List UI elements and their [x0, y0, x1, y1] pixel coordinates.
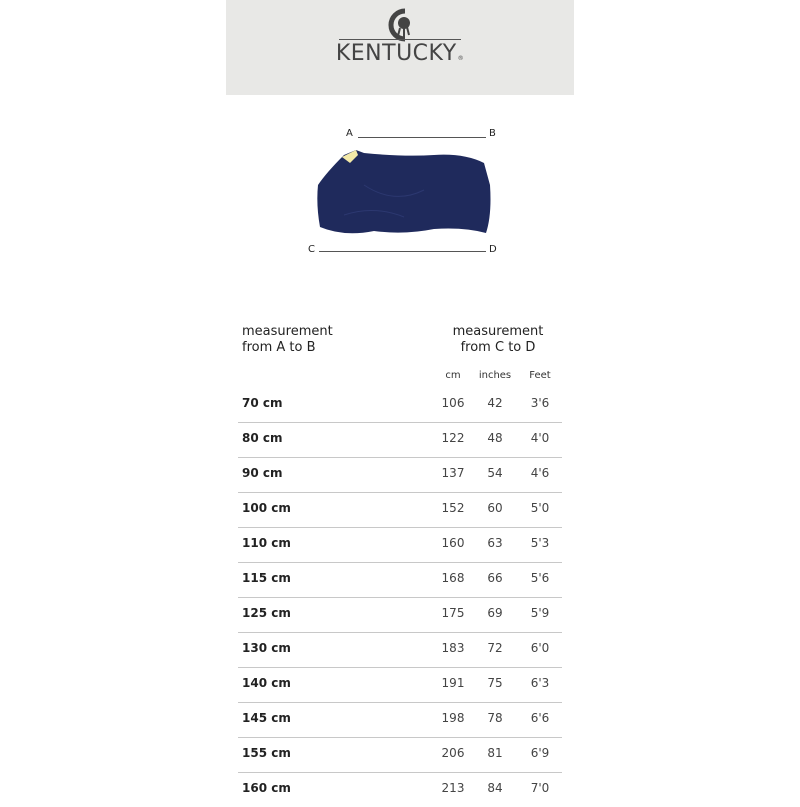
cd-feet: 5'9	[530, 606, 550, 620]
cd-cm: 198	[441, 711, 465, 725]
cd-cm: 122	[441, 431, 465, 445]
ab-size: 155 cm	[242, 746, 291, 760]
cd-feet: 6'9	[530, 746, 550, 760]
table-row	[238, 493, 562, 528]
ab-size: 115 cm	[242, 571, 291, 585]
cd-cm: 106	[441, 396, 465, 410]
cd-cm: 206	[441, 746, 465, 760]
table-row	[238, 528, 562, 563]
ab-size: 140 cm	[242, 676, 291, 690]
ab-size: 130 cm	[242, 641, 291, 655]
cd-feet: 4'6	[530, 466, 550, 480]
table-row	[238, 773, 562, 807]
unit-feet-header: Feet	[529, 370, 551, 381]
cd-feet: 3'6	[530, 396, 550, 410]
cd-feet: 5'6	[530, 571, 550, 585]
cd-inches: 42	[487, 396, 503, 410]
cd-inches: 84	[487, 781, 503, 795]
kentucky-horse-logo-icon	[383, 8, 417, 42]
cd-feet: 5'0	[530, 501, 550, 515]
logo-rule	[339, 39, 461, 40]
point-b-label: B	[489, 128, 496, 139]
ab-size: 125 cm	[242, 606, 291, 620]
unit-inches-header: inches	[478, 370, 512, 381]
point-c-label: C	[308, 244, 315, 255]
ab-size: 100 cm	[242, 501, 291, 515]
left-column-header: measurement from A to B	[242, 324, 333, 355]
ab-size: 80 cm	[242, 431, 283, 445]
rug-measurement-diagram	[300, 120, 510, 260]
cd-inches: 78	[487, 711, 503, 725]
ab-size: 110 cm	[242, 536, 291, 550]
ab-size: 160 cm	[242, 781, 291, 795]
point-a-label: A	[346, 128, 353, 139]
table-row	[238, 598, 562, 633]
cd-cm: 160	[441, 536, 465, 550]
table-row	[238, 703, 562, 738]
cd-cm: 152	[441, 501, 465, 515]
cd-cm: 213	[441, 781, 465, 795]
cd-inches: 66	[487, 571, 503, 585]
brand-name: KENTUCKY®	[335, 41, 465, 66]
table-row	[238, 423, 562, 458]
ab-size: 90 cm	[242, 466, 283, 480]
cd-cm: 183	[441, 641, 465, 655]
cd-inches: 60	[487, 501, 503, 515]
cd-inches: 72	[487, 641, 503, 655]
table-row	[238, 388, 562, 423]
cd-feet: 5'3	[530, 536, 550, 550]
a-to-b-line	[358, 137, 486, 138]
cd-feet: 6'6	[530, 711, 550, 725]
cd-inches: 75	[487, 676, 503, 690]
ab-size: 70 cm	[242, 396, 283, 410]
cd-feet: 6'3	[530, 676, 550, 690]
table-row	[238, 738, 562, 773]
cd-cm: 175	[441, 606, 465, 620]
table-row	[238, 668, 562, 703]
c-to-d-line	[319, 251, 486, 252]
horse-rug-icon	[314, 145, 494, 240]
point-d-label: D	[489, 244, 497, 255]
cd-cm: 168	[441, 571, 465, 585]
ab-size: 145 cm	[242, 711, 291, 725]
cd-feet: 7'0	[530, 781, 550, 795]
cd-cm: 191	[441, 676, 465, 690]
cd-feet: 6'0	[530, 641, 550, 655]
brand-header	[226, 0, 574, 95]
cd-inches: 48	[487, 431, 503, 445]
table-row	[238, 633, 562, 668]
right-column-header: measurement from C to D	[452, 324, 544, 355]
table-row	[238, 563, 562, 598]
cd-inches: 63	[487, 536, 503, 550]
cd-inches: 54	[487, 466, 503, 480]
cd-inches: 69	[487, 606, 503, 620]
table-row	[238, 458, 562, 493]
cd-cm: 137	[441, 466, 465, 480]
unit-cm-header: cm	[445, 370, 461, 381]
cd-inches: 81	[487, 746, 503, 760]
cd-feet: 4'0	[530, 431, 550, 445]
